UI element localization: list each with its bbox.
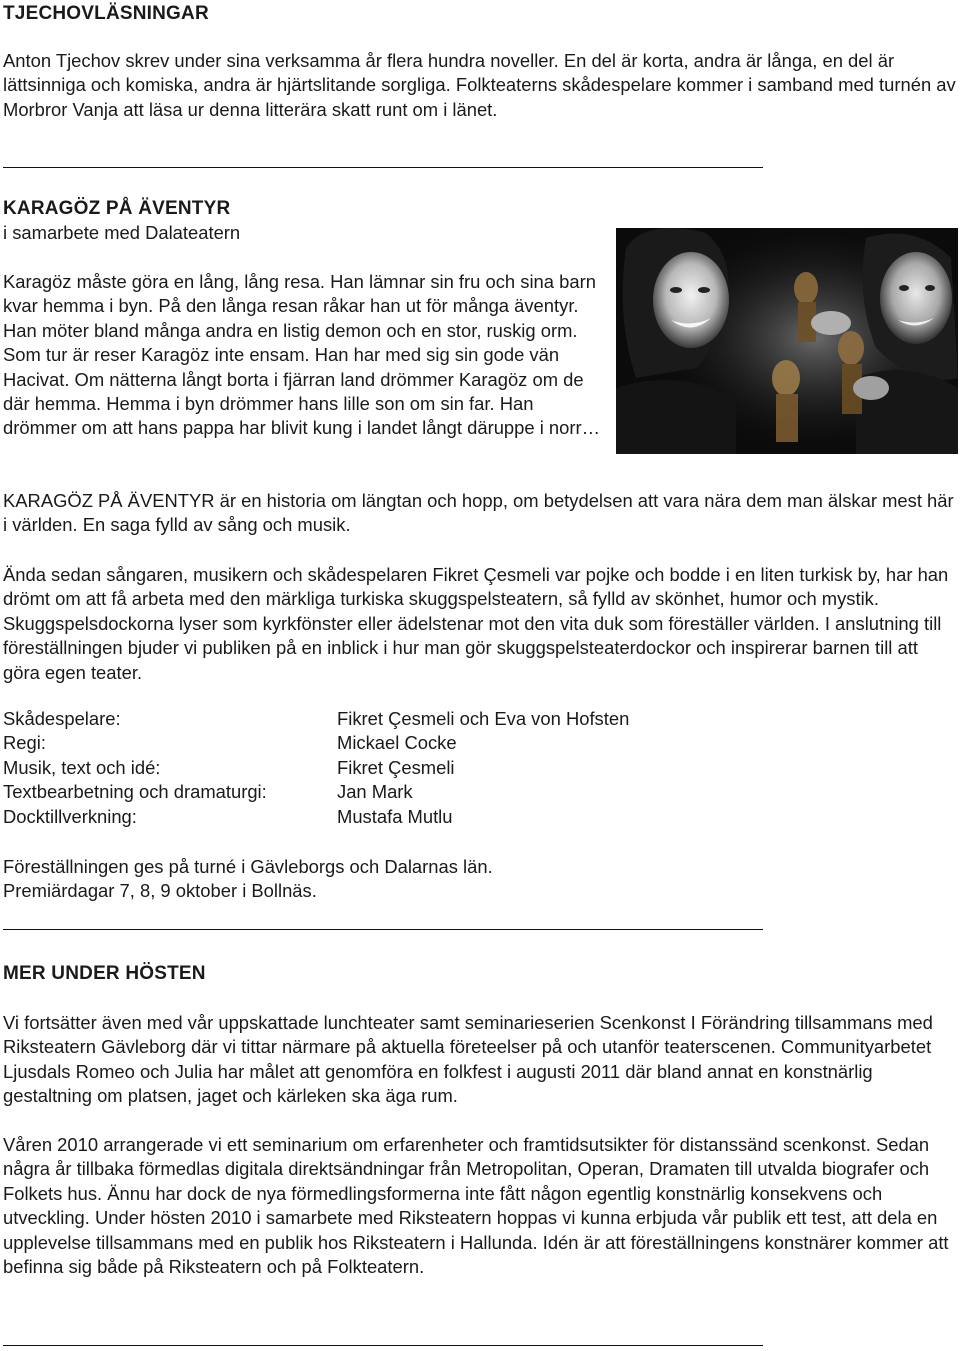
shadow-puppet-performers-photo xyxy=(616,228,958,454)
credit-row xyxy=(3,805,629,829)
section-title-karagoz: KARAGÖZ PÅ ÄVENTYR xyxy=(3,198,231,219)
divider xyxy=(3,1345,763,1346)
credit-row xyxy=(3,731,629,755)
credit-name: Fikret Çesmeli och Eva von Hofsten xyxy=(337,708,630,729)
credit-row xyxy=(3,780,629,804)
section-title-mer-under-hosten: MER UNDER HÖSTEN xyxy=(3,963,206,984)
credit-name: Mustafa Mutlu xyxy=(337,805,453,827)
karagoz-intro-paragraph: Karagöz måste göra en lång, lång resa. Han lämnar sin fru och sina barn kvar hemma i byn. På den långa resan råkar han ut för många äventyr. Han möter bland många andra en listig demon och en stor, ruskig orm. Som tur är reser Karagöz inte ensam. Han har med sig sin gode vän Hacivat. Om nätterna långt borta i fjärran land drömmer Karagöz om de där hemma. Hemma i byn drömmer hans lille son om sin far. Han drömmer om att hans pappa har blivit kung i landet långt däruppe i norr… xyxy=(3,271,601,439)
tjechov-paragraph: Anton Tjechov skrev under sina verksamma år flera hundra noveller. En del är korta, andra är långa, en del är lättsinniga och komiska, andra är hjärtslitande sorgliga. Folkteaterns skådespelare kommer i samband med turnén av Morbror Vanja att läsa ur denna litterära skatt runt om i länet. xyxy=(3,50,956,120)
karagoz-story-paragraph: KARAGÖZ PÅ ÄVENTYR är en historia om längtan och hopp, om betydelsen att vara nära dem man älskar mest här i världen. En saga fylld av sång och musik. xyxy=(3,490,954,536)
lunchteater-paragraph: Vi fortsätter även med vår uppskattade lunchteater samt seminarieserien Scenkonst I Förändring tillsammans med Riksteatern Gävleborg där vi tittar närmare på aktuella företeelser på och utanför teaterscenen. Communityarbetet Ljusdals Romeo och Julia har målet att genomföra en folkfest i augusti 2011 där bland annat en konstnärlig gestaltning om platsen, jaget och kärleken ska äga rum. xyxy=(3,1012,933,1107)
credit-name: Mickael Cocke xyxy=(337,732,457,754)
karagoz-subtitle: i samarbete med Dalateatern xyxy=(3,222,241,243)
divider xyxy=(3,167,763,168)
credit-role: Musik, text och idé: xyxy=(3,756,161,778)
credit-name: Jan Mark xyxy=(337,781,413,803)
fikret-paragraph: Ända sedan sångaren, musikern och skådespelaren Fikret Çesmeli var pojke och bodde i en liten turkisk by, har han drömt om att få arbeta med den märkliga turkiska skuggspelsteatern, så fylld av skönhet, humor och mystik. Skuggspelsdockorna lyser som kyrkfönster eller ädelstenar mot den vita duk som föreställer världen. I anslutning till föreställningen bjuder vi publiken på en inblick i hur man gör skuggspelsteaterdockor och inspirerar barnen till att göra egen teater. xyxy=(3,564,949,683)
credit-role: Regi: xyxy=(3,732,46,754)
seminarium-paragraph: Våren 2010 arrangerade vi ett seminarium om erfarenheter och framtidsutsikter för distanssänd scenkonst. Sedan några år tillbaka förmedlas digitala direktsändningar från Metropolitan, Operan, Dramaten till utvalda biografer och Folkets hus. Ännu har dock de nya förmedlingsformerna inte fått någon egentlig konstnärlig konsekvens och utveckling. Under hösten 2010 i samarbete med Riksteatern hoppas vi kunna erbjuda vår publik ett test, att dela en upplevelse tillsammans med en publik hos Riksteatern i Hallunda. Idén är att föreställningens konstnärer kommer att befinna sig både på Riksteatern och på Folkteatern. xyxy=(3,1134,949,1278)
section-title-tjechovlasningar: TJECHOVLÄSNINGAR xyxy=(3,3,209,24)
divider xyxy=(3,929,763,930)
credit-role: Docktillverkning: xyxy=(3,805,137,827)
credit-row xyxy=(3,707,629,731)
credit-role: Skådespelare: xyxy=(3,708,121,729)
premiere-line: Premiärdagar 7, 8, 9 oktober i Bollnäs. xyxy=(3,880,317,901)
credit-row xyxy=(3,756,629,780)
tour-line: Föreställningen ges på turné i Gävleborgs och Dalarnas län. xyxy=(3,856,493,877)
credit-name: Fikret Çesmeli xyxy=(337,756,455,778)
credit-role: Textbearbetning och dramaturgi: xyxy=(3,781,267,803)
credits-list xyxy=(3,707,629,829)
